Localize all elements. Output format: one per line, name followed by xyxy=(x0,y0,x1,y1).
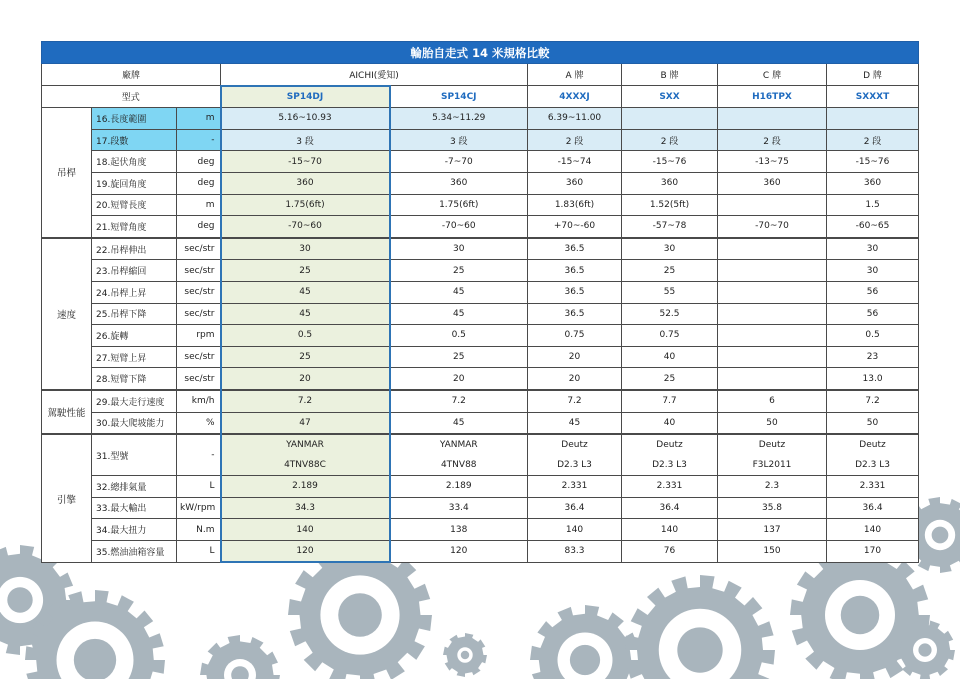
table-row xyxy=(42,325,919,347)
spec-value: 2 段 xyxy=(528,129,622,151)
spec-unit: m xyxy=(177,108,221,130)
table-row xyxy=(42,303,919,325)
spec-unit: L xyxy=(177,540,221,562)
spec-value: 140 xyxy=(528,519,622,541)
spec-value xyxy=(718,108,827,130)
spec-value: Deutz xyxy=(827,434,919,455)
spec-unit: sec/str xyxy=(177,238,221,260)
spec-item: 29.最大走行速度 xyxy=(92,390,177,412)
spec-item: 35.燃油油箱容量 xyxy=(92,540,177,562)
model-h16tpx: H16TPX xyxy=(718,86,827,108)
gear-icon xyxy=(200,635,280,679)
model-label: 型式 xyxy=(42,86,221,108)
spec-value: 360 xyxy=(528,172,622,194)
spec-value: -57~78 xyxy=(622,216,718,238)
spec-unit: sec/str xyxy=(177,368,221,390)
spec-value: -70~70 xyxy=(718,216,827,238)
spec-value: 360 xyxy=(622,172,718,194)
spec-value xyxy=(718,238,827,260)
spec-value: 36.5 xyxy=(528,238,622,260)
spec-value: 138 xyxy=(390,519,528,541)
spec-value: -15~70 xyxy=(221,151,390,173)
spec-value: 360 xyxy=(718,172,827,194)
table-row xyxy=(42,129,919,151)
group-drive: 駕駛性能 xyxy=(42,390,92,434)
spec-value: 83.3 xyxy=(528,540,622,562)
spec-value: 45 xyxy=(390,303,528,325)
spec-value: +70~-60 xyxy=(528,216,622,238)
spec-unit: deg xyxy=(177,151,221,173)
spec-item: 26.旋轉 xyxy=(92,325,177,347)
spec-value: 7.2 xyxy=(221,390,390,412)
model-row xyxy=(42,86,919,108)
spec-unit: km/h xyxy=(177,390,221,412)
spec-value: YANMAR xyxy=(390,434,528,455)
table-row xyxy=(42,151,919,173)
spec-item: 25.吊桿下降 xyxy=(92,303,177,325)
spec-value: 55 xyxy=(622,281,718,303)
table-row xyxy=(42,540,919,562)
spec-unit: sec/str xyxy=(177,281,221,303)
gear-icon xyxy=(530,605,640,679)
spec-item: 17.段數 xyxy=(92,129,177,151)
gear-icon xyxy=(625,575,775,679)
spec-value: D2.3 L3 xyxy=(622,455,718,476)
brand-label: 廠牌 xyxy=(42,64,221,86)
spec-unit: sec/str xyxy=(177,303,221,325)
spec-unit: kW/rpm xyxy=(177,497,221,519)
spec-value: 1.75(6ft) xyxy=(221,194,390,216)
spec-value: 36.5 xyxy=(528,260,622,282)
brand-aichi: AICHI(愛知) xyxy=(221,64,528,86)
spec-value xyxy=(718,325,827,347)
spec-value: 25 xyxy=(390,346,528,368)
spec-value: 56 xyxy=(827,303,919,325)
spec-item: 18.起伏角度 xyxy=(92,151,177,173)
spec-value: 20 xyxy=(390,368,528,390)
spec-value: -15~74 xyxy=(528,151,622,173)
spec-value: 45 xyxy=(221,281,390,303)
spec-unit: % xyxy=(177,412,221,434)
spec-item: 21.短臂角度 xyxy=(92,216,177,238)
spec-value xyxy=(718,368,827,390)
spec-value: 20 xyxy=(528,368,622,390)
table-row xyxy=(42,281,919,303)
spec-unit: sec/str xyxy=(177,260,221,282)
spec-value: 33.4 xyxy=(390,497,528,519)
spec-value: 2.331 xyxy=(622,476,718,498)
model-sxxxt: SXXXT xyxy=(827,86,919,108)
spec-item: 32.總排氣量 xyxy=(92,476,177,498)
spec-value: 2 段 xyxy=(827,129,919,151)
spec-value xyxy=(718,281,827,303)
spec-unit: m xyxy=(177,194,221,216)
spec-value: 0.75 xyxy=(528,325,622,347)
spec-value: 25 xyxy=(622,368,718,390)
spec-value xyxy=(718,260,827,282)
spec-value: -7~70 xyxy=(390,151,528,173)
spec-value: 2 段 xyxy=(718,129,827,151)
spec-value: 20 xyxy=(221,368,390,390)
spec-value: -70~60 xyxy=(390,216,528,238)
spec-value: YANMAR xyxy=(221,434,390,455)
spec-value: 6.39~11.00 xyxy=(528,108,622,130)
model-sxx: SXX xyxy=(622,86,718,108)
spec-value: 0.5 xyxy=(827,325,919,347)
spec-value: 36.4 xyxy=(827,497,919,519)
spec-value: 45 xyxy=(390,281,528,303)
spec-value: 0.5 xyxy=(390,325,528,347)
spec-value: 2.189 xyxy=(221,476,390,498)
spec-value: 1.83(6ft) xyxy=(528,194,622,216)
table-row xyxy=(42,368,919,390)
spec-value: 30 xyxy=(221,238,390,260)
model-sp14cj: SP14CJ xyxy=(390,86,528,108)
title-row xyxy=(42,42,919,64)
spec-item: 30.最大爬坡能力 xyxy=(92,412,177,434)
spec-value: 2 段 xyxy=(622,129,718,151)
spec-value: 34.3 xyxy=(221,497,390,519)
spec-value: 36.5 xyxy=(528,281,622,303)
spec-value xyxy=(622,108,718,130)
spec-value: 360 xyxy=(827,172,919,194)
spec-value: D2.3 L3 xyxy=(528,455,622,476)
spec-value: 0.75 xyxy=(622,325,718,347)
spec-item: 24.吊桿上昇 xyxy=(92,281,177,303)
spec-value xyxy=(718,194,827,216)
spec-value: 45 xyxy=(221,303,390,325)
spec-value: Deutz xyxy=(718,434,827,455)
spec-item: 22.吊桿伸出 xyxy=(92,238,177,260)
spec-comparison-sheet xyxy=(41,41,918,563)
spec-value: -15~76 xyxy=(827,151,919,173)
spec-value: F3L2011 xyxy=(718,455,827,476)
spec-value: 1.75(6ft) xyxy=(390,194,528,216)
table-row xyxy=(42,260,919,282)
spec-unit: N.m xyxy=(177,519,221,541)
spec-value: 50 xyxy=(718,412,827,434)
spec-unit: L xyxy=(177,476,221,498)
spec-unit: rpm xyxy=(177,325,221,347)
spec-value: 7.7 xyxy=(622,390,718,412)
spec-value: 56 xyxy=(827,281,919,303)
spec-value: 30 xyxy=(827,238,919,260)
spec-item: 34.最大扭力 xyxy=(92,519,177,541)
brand-row xyxy=(42,64,919,86)
spec-value: 30 xyxy=(390,238,528,260)
spec-value: 4TNV88 xyxy=(390,455,528,476)
spec-value: 20 xyxy=(528,346,622,368)
spec-unit: deg xyxy=(177,216,221,238)
spec-value: 3 段 xyxy=(221,129,390,151)
spec-value: 35.8 xyxy=(718,497,827,519)
spec-value: 120 xyxy=(390,540,528,562)
spec-item: 33.最大輸出 xyxy=(92,497,177,519)
brand-b: B 牌 xyxy=(622,64,718,86)
spec-unit: sec/str xyxy=(177,346,221,368)
spec-value: 170 xyxy=(827,540,919,562)
spec-value: 36.4 xyxy=(528,497,622,519)
spec-value: 140 xyxy=(622,519,718,541)
spec-value: 47 xyxy=(221,412,390,434)
spec-value: 4TNV88C xyxy=(221,455,390,476)
spec-value: 30 xyxy=(827,260,919,282)
table-row xyxy=(42,216,919,238)
spec-item: 28.短臂下降 xyxy=(92,368,177,390)
spec-value: 36.4 xyxy=(622,497,718,519)
spec-value: 25 xyxy=(622,260,718,282)
spec-value: -13~75 xyxy=(718,151,827,173)
spec-unit: deg xyxy=(177,172,221,194)
spec-value: 7.2 xyxy=(827,390,919,412)
spec-value xyxy=(718,346,827,368)
spec-value: 2.3 xyxy=(718,476,827,498)
group-engine: 引擎 xyxy=(42,434,92,562)
spec-value: -60~65 xyxy=(827,216,919,238)
spec-value: 137 xyxy=(718,519,827,541)
spec-value: 30 xyxy=(622,238,718,260)
spec-value: -70~60 xyxy=(221,216,390,238)
spec-value: 1.5 xyxy=(827,194,919,216)
spec-unit: - xyxy=(177,129,221,151)
spec-value: 40 xyxy=(622,412,718,434)
table-row xyxy=(42,476,919,498)
spec-value: 2.331 xyxy=(827,476,919,498)
table-row xyxy=(42,519,919,541)
spec-value: 120 xyxy=(221,540,390,562)
spec-value: 76 xyxy=(622,540,718,562)
spec-item: 27.短臂上昇 xyxy=(92,346,177,368)
spec-value: 5.34~11.29 xyxy=(390,108,528,130)
spec-value: 45 xyxy=(390,412,528,434)
spec-value: 360 xyxy=(390,172,528,194)
table-row xyxy=(42,346,919,368)
model-4xxxj: 4XXXJ xyxy=(528,86,622,108)
brand-c: C 牌 xyxy=(718,64,827,86)
spec-item: 19.旋回角度 xyxy=(92,172,177,194)
spec-value xyxy=(827,108,919,130)
spec-value: -15~76 xyxy=(622,151,718,173)
group-speed: 速度 xyxy=(42,238,92,390)
spec-item: 23.吊桿縮回 xyxy=(92,260,177,282)
spec-value: 150 xyxy=(718,540,827,562)
table-row xyxy=(42,412,919,434)
spec-value: 6 xyxy=(718,390,827,412)
table-row xyxy=(42,194,919,216)
spec-value: D2.3 L3 xyxy=(827,455,919,476)
table-row xyxy=(42,238,919,260)
table-row xyxy=(42,497,919,519)
spec-value: 2.331 xyxy=(528,476,622,498)
spec-value: 50 xyxy=(827,412,919,434)
spec-comparison-table xyxy=(41,41,919,563)
spec-value: 40 xyxy=(622,346,718,368)
table-row xyxy=(42,108,919,130)
spec-value: 3 段 xyxy=(390,129,528,151)
spec-value: 5.16~10.93 xyxy=(221,108,390,130)
spec-value: 7.2 xyxy=(390,390,528,412)
spec-value: 1.52(5ft) xyxy=(622,194,718,216)
spec-value: 360 xyxy=(221,172,390,194)
spec-value: 25 xyxy=(390,260,528,282)
model-sp14dj: SP14DJ xyxy=(221,86,390,108)
table-row xyxy=(42,390,919,412)
spec-value xyxy=(718,303,827,325)
table-row xyxy=(42,434,919,455)
spec-item: 20.短臂長度 xyxy=(92,194,177,216)
spec-value: 52.5 xyxy=(622,303,718,325)
spec-value: 36.5 xyxy=(528,303,622,325)
spec-value: Deutz xyxy=(622,434,718,455)
gear-icon xyxy=(443,633,487,677)
spec-item: 16.長度範圍 xyxy=(92,108,177,130)
group-boom: 吊桿 xyxy=(42,108,92,238)
spec-unit: - xyxy=(177,434,221,476)
spec-value: Deutz xyxy=(528,434,622,455)
spec-value: 140 xyxy=(827,519,919,541)
spec-value: 25 xyxy=(221,260,390,282)
spec-value: 25 xyxy=(221,346,390,368)
spec-value: 7.2 xyxy=(528,390,622,412)
spec-value: 2.189 xyxy=(390,476,528,498)
spec-value: 13.0 xyxy=(827,368,919,390)
spec-item: 31.型號 xyxy=(92,434,177,476)
brand-d: D 牌 xyxy=(827,64,919,86)
table-title: 輪胎自走式 14 米規格比較 xyxy=(42,42,919,64)
spec-value: 140 xyxy=(221,519,390,541)
spec-value: 23 xyxy=(827,346,919,368)
spec-value: 0.5 xyxy=(221,325,390,347)
spec-value: 45 xyxy=(528,412,622,434)
table-row xyxy=(42,172,919,194)
brand-a: A 牌 xyxy=(528,64,622,86)
